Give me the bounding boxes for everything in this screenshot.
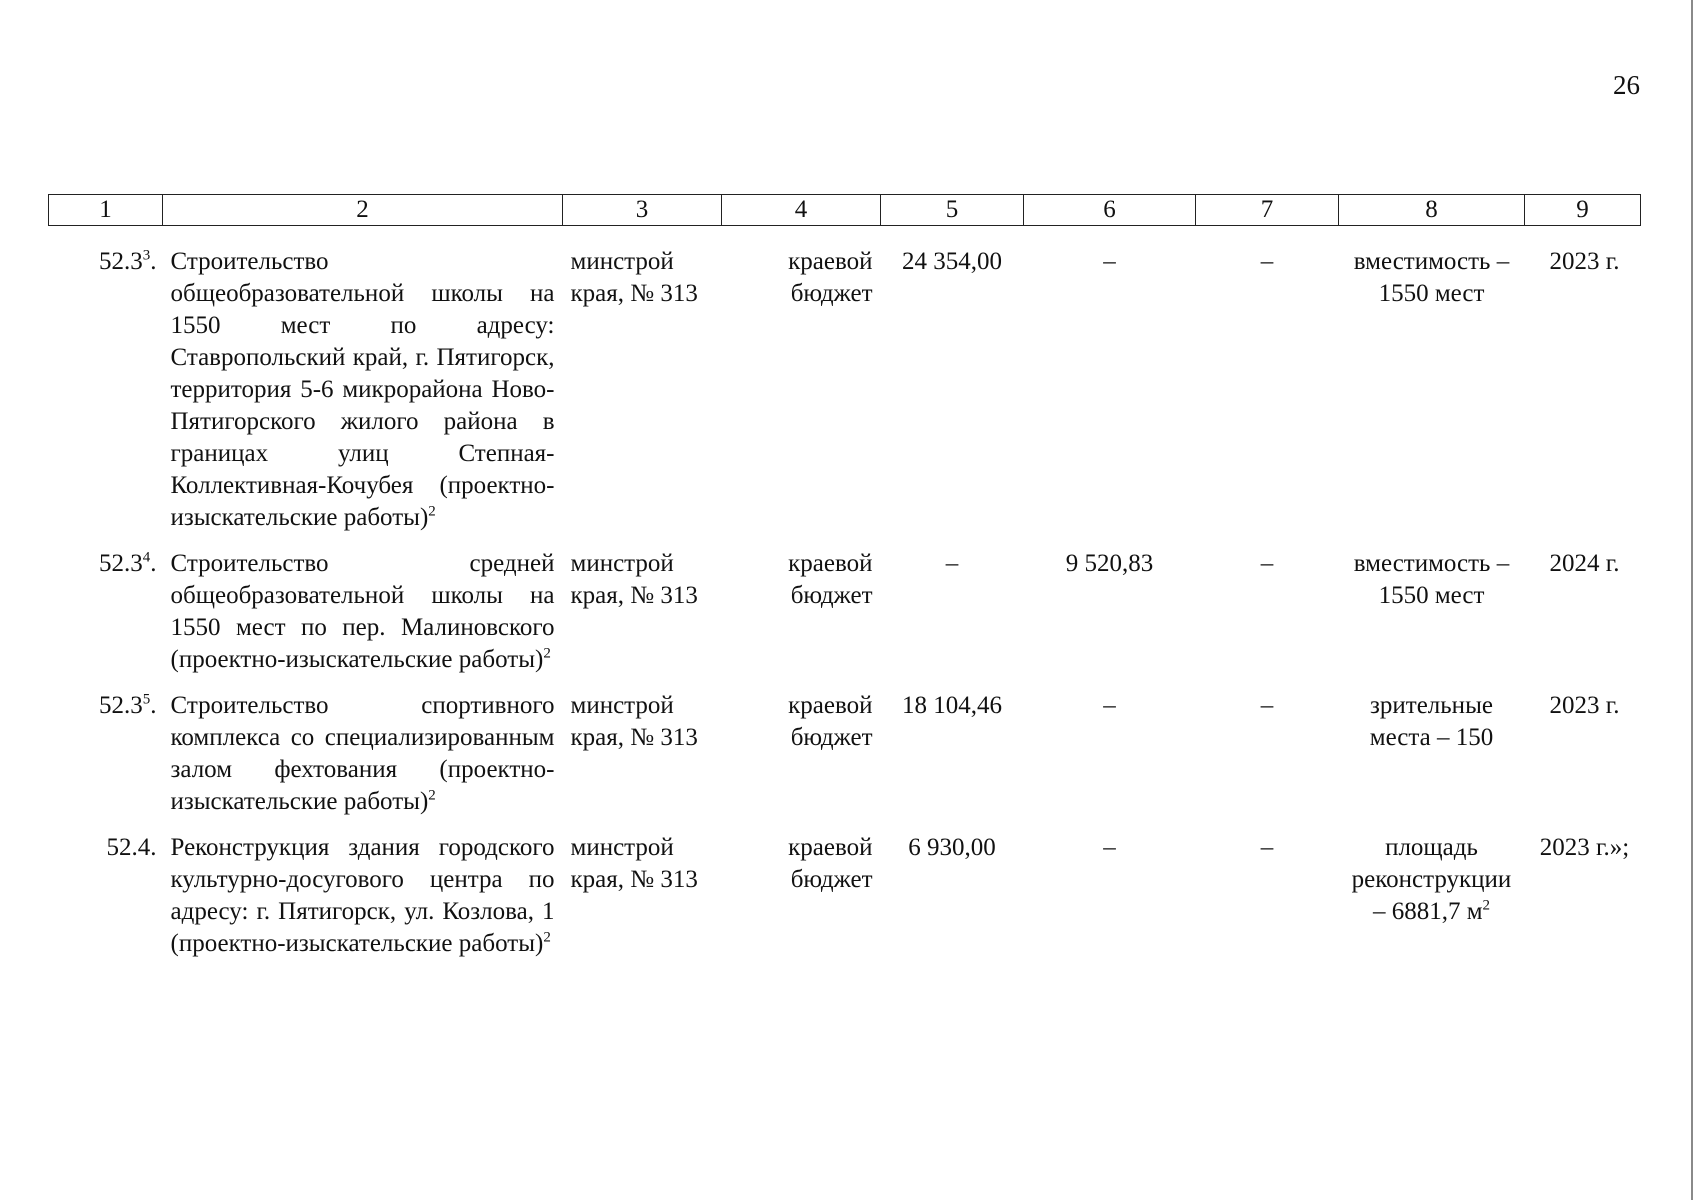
program-table [48, 194, 1641, 974]
item-year: 2023 г.»; [1539, 834, 1630, 861]
column-number-header: 2 [163, 195, 563, 226]
item-amount-2023: 6 930,00 [908, 834, 996, 861]
item-number: 52.3$^3$. [99, 247, 157, 275]
item-funding-source: краевой бюджет [788, 248, 873, 307]
item-result: вместимость – 1550 мест [1353, 248, 1510, 307]
item-amount-2023: 24 354,00 [902, 248, 1002, 275]
item-amount-2024: – [1103, 248, 1116, 275]
item-amount-2023: 18 104,46 [902, 692, 1002, 719]
item-executor: минстрой края, № 313 [570, 834, 698, 893]
item-amount-2024: – [1103, 692, 1116, 719]
item-result: площадь реконструкции – 6881,7 $м^2$ [1351, 834, 1512, 925]
item-funding-source: краевой бюджет [788, 834, 873, 893]
page-number: 26 [1613, 70, 1640, 100]
table-row [49, 226, 1641, 549]
item-amount-2025: – [1260, 248, 1274, 275]
column-number-header: 8 [1339, 195, 1525, 226]
item-amount-2025: – [1260, 550, 1274, 577]
item-year: 2023 г. [1549, 692, 1620, 719]
item-amount-2023: – [945, 550, 959, 577]
item-executor: минстрой края, № 313 [570, 692, 698, 751]
page-edge [1691, 0, 1693, 1200]
column-number-header: 5 [881, 195, 1024, 226]
item-funding-source: краевой бюджет [788, 550, 873, 609]
item-number: 52.3$^4$. [99, 549, 157, 577]
table-row [49, 548, 1641, 690]
column-number-header-row [49, 195, 1641, 226]
item-number: 52.3$^5$. [99, 691, 157, 719]
column-number-header: 4 [722, 195, 881, 226]
item-amount-2025: – [1260, 834, 1274, 861]
item-amount-2024: 9 520,83 [1065, 550, 1154, 577]
item-name: Строительство общеобразовательной школы на 1550 мест по адресу: Ставропольский край, г. Пятигорск, территория 5-6 микрорайона Ново-Пятигорского жилого района в границах улиц Степная-Коллективная-Кочубея (проектно-изыскательские работы)$^2$ [170, 248, 555, 531]
item-executor: минстрой края, № 313 [570, 550, 698, 609]
item-name: Строительство средней общеобразовательной школы на 1550 мест по пер. Малиновского (проектно-изыскательские работы)$^2$ [170, 550, 555, 673]
item-year: 2024 г. [1549, 550, 1620, 577]
column-number-header: 6 [1024, 195, 1196, 226]
column-number-header: 1 [49, 195, 163, 226]
item-number: 52.4. [106, 834, 157, 861]
item-name: Строительство спортивного комплекса со специализированным залом фехтования (проектно-изыскательские работы)$^2$ [170, 692, 555, 815]
column-number-header: 7 [1196, 195, 1339, 226]
column-number-header: 9 [1525, 195, 1641, 226]
item-result: вместимость – 1550 мест [1353, 550, 1510, 609]
table-row [49, 690, 1641, 832]
item-result: зрительные места – 150 [1369, 692, 1494, 751]
item-name: Реконструкция здания городского культурно-досугового центра по адресу: г. Пятигорск, ул. Козлова, 1 (проектно-изыскательские работы)$^2$ [170, 834, 555, 957]
column-number-header: 3 [563, 195, 722, 226]
item-amount-2024: – [1103, 834, 1116, 861]
item-year: 2023 г. [1549, 248, 1620, 275]
item-funding-source: краевой бюджет [788, 692, 873, 751]
table-row [49, 832, 1641, 974]
item-executor: минстрой края, № 313 [570, 248, 698, 307]
item-amount-2025: – [1260, 692, 1274, 719]
